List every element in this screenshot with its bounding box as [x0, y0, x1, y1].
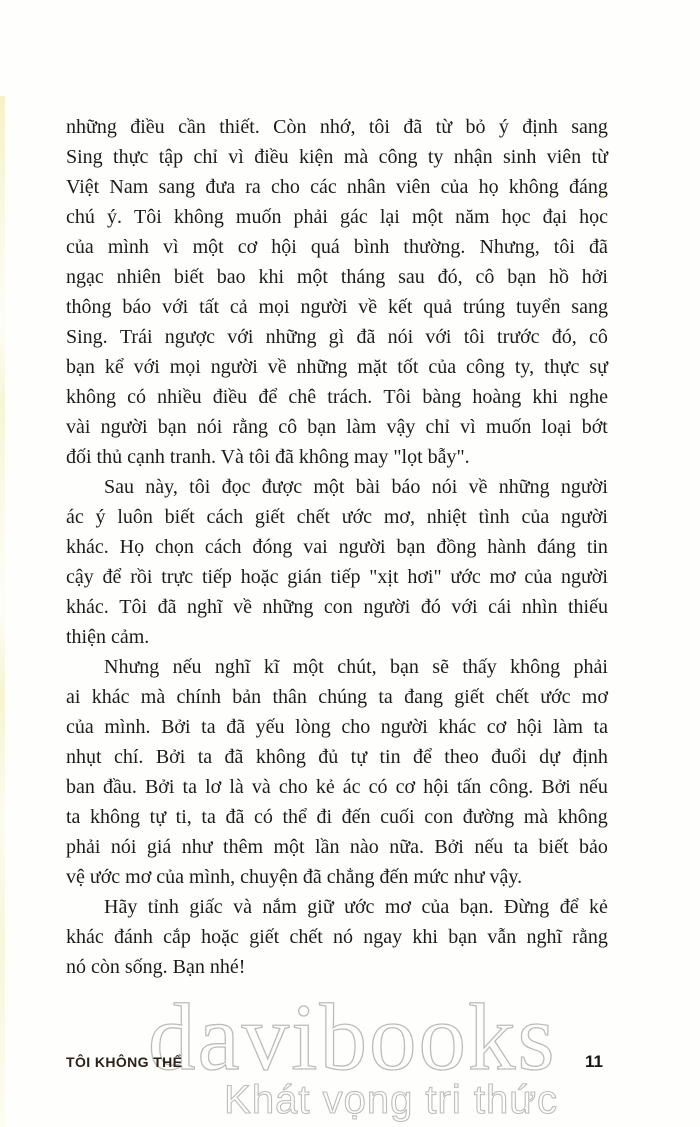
text-line: nó còn sống. Bạn nhé!	[66, 956, 246, 978]
text-line: phải nói giá như thêm một lần nào nữa. Bởi nếu ta biết bảo	[66, 836, 608, 858]
text-line: bạn kể với mọi người về những mặt tốt của công ty, thực sự	[66, 356, 608, 378]
text-line: chú ý. Tôi không muốn phải gác lại một năm học đại học	[66, 206, 608, 228]
text-line: đối thủ cạnh tranh. Và tôi đã không may "lọt bẫy".	[66, 446, 470, 468]
text-line: khác đánh cắp hoặc giết chết nó ngay khi bạn vẫn nghĩ rằng	[66, 926, 608, 948]
text-line: nhụt chí. Bởi ta đã không đủ tự tin để theo đuổi dự định	[66, 746, 608, 768]
text-line: ai khác mà chính bản thân chúng ta đang giết chết ước mơ	[66, 686, 608, 708]
text-line: Hãy tỉnh giấc và nắm giữ ước mơ của bạn. Đừng để kẻ	[104, 896, 608, 918]
text-line: ngạc nhiên biết bao khi một tháng sau đó, cô bạn hồ hởi	[66, 266, 608, 288]
text-block	[66, 112, 608, 982]
text-line: Sing thực tập chỉ vì điều kiện mà công ty nhận sinh viên từ	[66, 146, 608, 168]
text-line: khác. Họ chọn cách đóng vai người bạn đồng hành đáng tin	[66, 536, 608, 558]
text-line: vệ ước mơ của mình, chuyện đã chẳng đến mức như vậy.	[66, 866, 523, 888]
text-line: vài người bạn nói rằng cô bạn làm vậy chỉ vì muốn loại bớt	[66, 416, 608, 438]
text-line: ác ý luôn biết cách giết chết ước mơ, nhiệt tình của người	[66, 506, 608, 528]
text-line: của mình. Bởi ta đã yếu lòng cho người khác cơ hội làm ta	[66, 716, 608, 738]
watermark-davibooks: davibooks	[148, 984, 557, 1090]
text-line: Sau này, tôi đọc được một bài báo nói về những người	[104, 476, 608, 498]
text-line: ta không tự ti, ta đã có thể đi đến cuối con đường mà không	[66, 806, 608, 828]
text-line: thông báo với tất cả mọi người về kết quả trúng tuyển sang	[66, 296, 608, 318]
text-line: Sing. Trái ngược với những gì đã nói với tôi trước đó, cô	[66, 326, 608, 348]
text-line: của mình vì một cơ hội quá bình thường. Nhưng, tôi đã	[66, 236, 608, 258]
text-line: ban đầu. Bởi ta lơ là và cho kẻ ác có cơ hội tấn công. Bởi nếu	[66, 776, 608, 798]
text-line: khác. Tôi đã nghĩ về những con người đó với cái nhìn thiếu	[66, 596, 608, 618]
page-edge-shadow	[0, 96, 5, 1127]
running-footer-book-title: TÔI KHÔNG THỂ	[66, 1054, 183, 1070]
watermark-tagline: Khát vọng tri thức	[224, 1078, 558, 1122]
text-line: Việt Nam sang đưa ra cho các nhân viên của họ không đáng	[66, 176, 608, 198]
text-line: những điều cần thiết. Còn nhớ, tôi đã từ bỏ ý định sang	[66, 116, 608, 138]
text-line: Nhưng nếu nghĩ kĩ một chút, bạn sẽ thấy không phải	[104, 656, 608, 678]
page-number: 11	[585, 1052, 603, 1071]
text-line: cậy để rồi trực tiếp hoặc gián tiếp "xịt hơi" ước mơ của người	[66, 566, 608, 588]
text-line: không có nhiều điều để chê trách. Tôi bàng hoàng khi nghe	[66, 386, 608, 408]
text-line: thiện cảm.	[66, 626, 150, 648]
